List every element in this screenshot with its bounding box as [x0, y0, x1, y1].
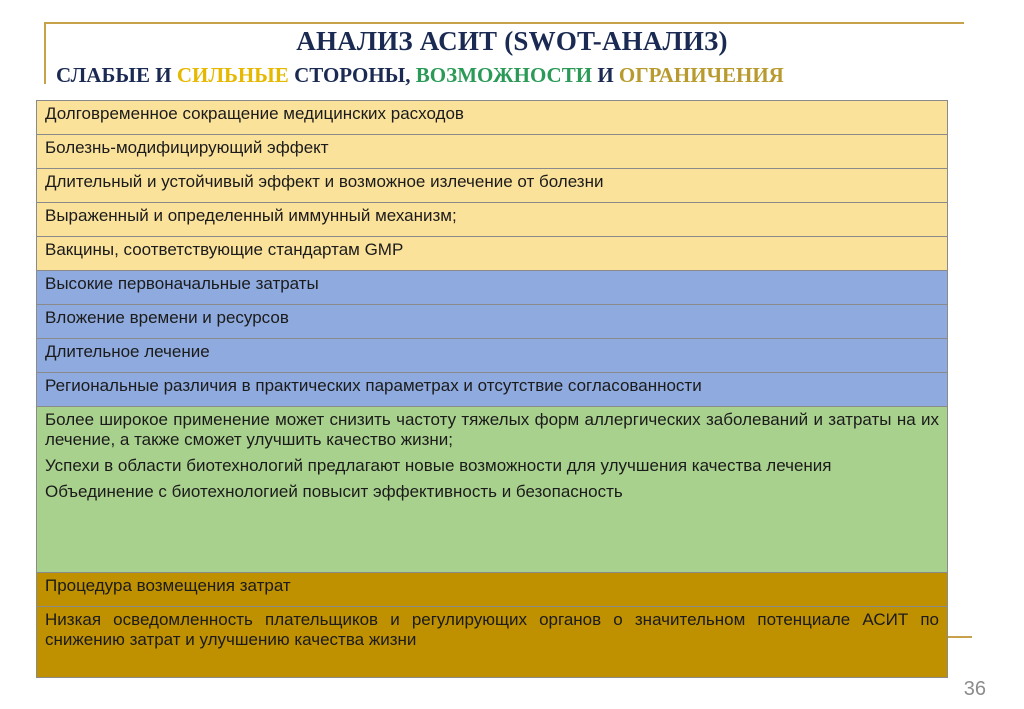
subtitle-threats: ОГРАНИЧЕНИЯ	[618, 63, 784, 87]
weakness-row: Региональные различия в практических параметрах и отсутствие согласованности	[37, 373, 947, 407]
strength-row: Долговременное сокращение медицинских расходов	[37, 101, 947, 135]
frame-line-bottom	[944, 636, 972, 638]
swot-table	[36, 100, 948, 678]
weakness-row: Длительное лечение	[37, 339, 947, 373]
weakness-row: Высокие первоначальные затраты	[37, 271, 947, 305]
strength-row: Болезнь-модифицирующий эффект	[37, 135, 947, 169]
subtitle-weak: СЛАБЫЕ И	[56, 63, 177, 87]
slide-title: АНАЛИЗ АСИТ (SWOT-АНАЛИЗ)	[296, 26, 728, 56]
threat-row: Процедура возмещения затрат	[37, 573, 947, 607]
frame-line-top	[44, 22, 964, 24]
strength-row: Длительный и устойчивый эффект и возможное излечение от болезни	[37, 169, 947, 203]
subtitle-and: И	[592, 63, 619, 87]
opportunities-cell	[37, 407, 947, 573]
subtitle-sides: СТОРОНЫ,	[288, 63, 416, 87]
opportunity-item: Более широкое применение может снизить частоту тяжелых форм аллергических заболеваний и затраты на их лечение, а также сможет улучшить качество жизни;	[45, 410, 939, 449]
slide-subtitle	[56, 63, 1006, 88]
weakness-row: Вложение времени и ресурсов	[37, 305, 947, 339]
opportunity-item: Успехи в области биотехнологий предлагают новые возможности для улучшения качества лечения	[45, 456, 832, 475]
page-number: 36	[963, 678, 986, 700]
subtitle-opportunities: ВОЗМОЖНОСТИ	[415, 63, 593, 87]
subtitle-strong: СИЛЬНЫЕ	[176, 63, 289, 87]
opportunity-item: Объединение с биотехнологией повысит эффективность и безопасность	[45, 482, 623, 501]
threat-row: Низкая осведомленность плательщиков и регулирующих органов о значительном потенциале АСИТ по снижению затрат и улучшению качества жизни	[37, 607, 947, 677]
strength-row: Выраженный и определенный иммунный механизм;	[37, 203, 947, 237]
strength-row: Вакцины, соответствующие стандартам GMP	[37, 237, 947, 271]
